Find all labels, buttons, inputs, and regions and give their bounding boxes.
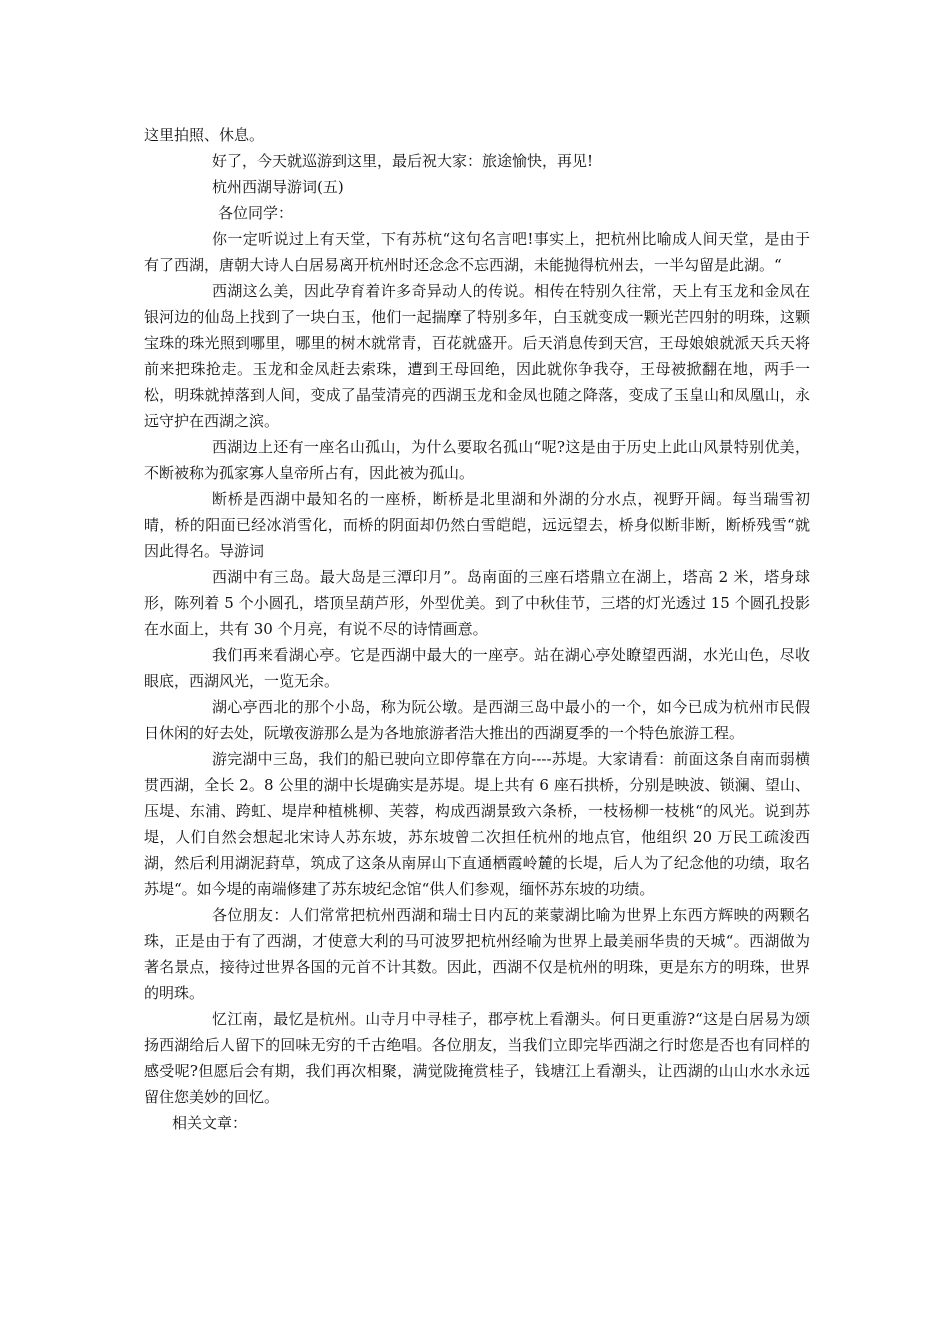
paragraph-friends: 各位朋友：人们常常把杭州西湖和瑞士日内瓦的莱蒙湖比喻为世界上东西方辉映的两颗名珠，正是由于有了西湖，才使意大利的马可波罗把杭州经喻为世界上最美丽华贵的天城“。西湖做为著名景点，接待过世界各国的元首不计其数。因此，西湖不仅是杭州的明珠，更是东方的明珠，世界的明珠。	[144, 906, 810, 1002]
document-body	[144, 122, 810, 1136]
paragraph-gushan: 西湖边上还有一座名山孤山，为什么要取名孤山“呢?这是由于历史上此山风景特别优美，不断被称为孤家寡人皇帝所占有，因此被为孤山。	[144, 438, 810, 482]
paragraph-sudi: 游完湖中三岛，我们的船已驶向立即停靠在方向----苏堤。大家请看：前面这条自南而弱横贯西湖，全长 2。8 公里的湖中长堤确实是苏堤。堤上共有 6 座石拱桥，分别是映波、锁澜、望山、压堤、东浦、跨虹、堤岸种植桃柳、芙蓉，构成西湖景致六条桥，一枝杨柳一枝桃“的风光。说到苏堤，人们自然会想起北宋诗人苏东坡，苏东坡曾二次担任杭州的地点官，他组织 20 万民工疏浚西湖，然后利用湖泥葑草，筑成了这条从南屏山下直通栖霞岭麓的长堤，后人为了纪念他的功绩，取名苏堤“。如今堤的南端修建了苏东坡纪念馆“供人们参观，缅怀苏东坡的功绩。	[144, 750, 810, 898]
paragraph-legend: 西湖这么美，因此孕育着许多奇异动人的传说。相传在特别久往常，天上有玉龙和金凤在银河边的仙岛上找到了一块白玉，他们一起揣摩了特别多年，白玉就变成一颗光芒四射的明珠，这颗宝珠的珠光照到哪里，哪里的树木就常青，百花就盛开。后天消息传到天宫，王母娘娘就派天兵天将前来把珠抢走。玉龙和金凤赶去索珠，遭到王母回绝，因此就你争我夺，王母被掀翻在地，两手一松，明珠就掉落到人间，变成了晶莹清亮的西湖玉龙和金凤也随之降落，变成了玉皇山和凤凰山，永远守护在西湖之滨。	[144, 282, 810, 430]
related-articles-label: 相关文章：	[172, 1114, 248, 1132]
paragraph-santan: 西湖中有三岛。最大岛是三潭印月”。岛南面的三座石塔鼎立在湖上，塔高 2 米，塔身球形，陈列着 5 个小圆孔，塔顶呈葫芦形，外型优美。到了中秋佳节，三塔的灯光透过 15 个圆孔投影在水面上，共有 30 个月亮，有说不尽的诗情画意。	[144, 568, 810, 638]
paragraph-huxinting: 我们再来看湖心亭。它是西湖中最大的一座亭。站在湖心亭处瞭望西湖，水光山色，尽收眼底，西湖风光，一览无余。	[144, 646, 810, 690]
paragraph-farewell: 忆江南，最忆是杭州。山寺月中寻桂子，郡亭枕上看潮头。何日更重游?“这是白居易为颂扬西湖给后人留下的回味无穷的千古绝唱。各位朋友，当我们立即完毕西湖之行时您是否也有同样的感受呢?但愿后会有期，我们再次相聚，满觉陇掩赏桂子，钱塘江上看潮头，让西湖的山山水水永远留住您美妙的回忆。	[144, 1010, 810, 1106]
greeting: 各位同学：	[218, 204, 294, 222]
paragraph-ruangongdun: 湖心亭西北的那个小岛，称为阮公墩。是西湖三岛中最小的一个，如今已成为杭州市民假日休闲的好去处，阮墩夜游那么是为各地旅游者浩大推出的西湖夏季的一个特色旅游工程。	[144, 698, 810, 742]
paragraph-1: 这里拍照、休息。	[144, 126, 265, 144]
paragraph-2: 好了，今天就巡游到这里，最后祝大家：旅途愉快，再见!	[212, 152, 594, 170]
paragraph-intro: 你一定听说过上有天堂，下有苏杭“这句名言吧!事实上，把杭州比喻成人间天堂，是由于有了西湖，唐朝大诗人白居易离开杭州时还念念不忘西湖，未能抛得杭州去，一半勾留是此湖。“	[144, 230, 810, 274]
section-title: 杭州西湖导游词(五)	[212, 178, 344, 196]
paragraph-duanqiao: 断桥是西湖中最知名的一座桥，断桥是北里湖和外湖的分水点，视野开阔。每当瑞雪初晴，桥的阳面已经冰消雪化，而桥的阴面却仍然白雪皑皑，远远望去，桥身似断非断，断桥残雪“就因此得名。导游词	[144, 490, 810, 560]
